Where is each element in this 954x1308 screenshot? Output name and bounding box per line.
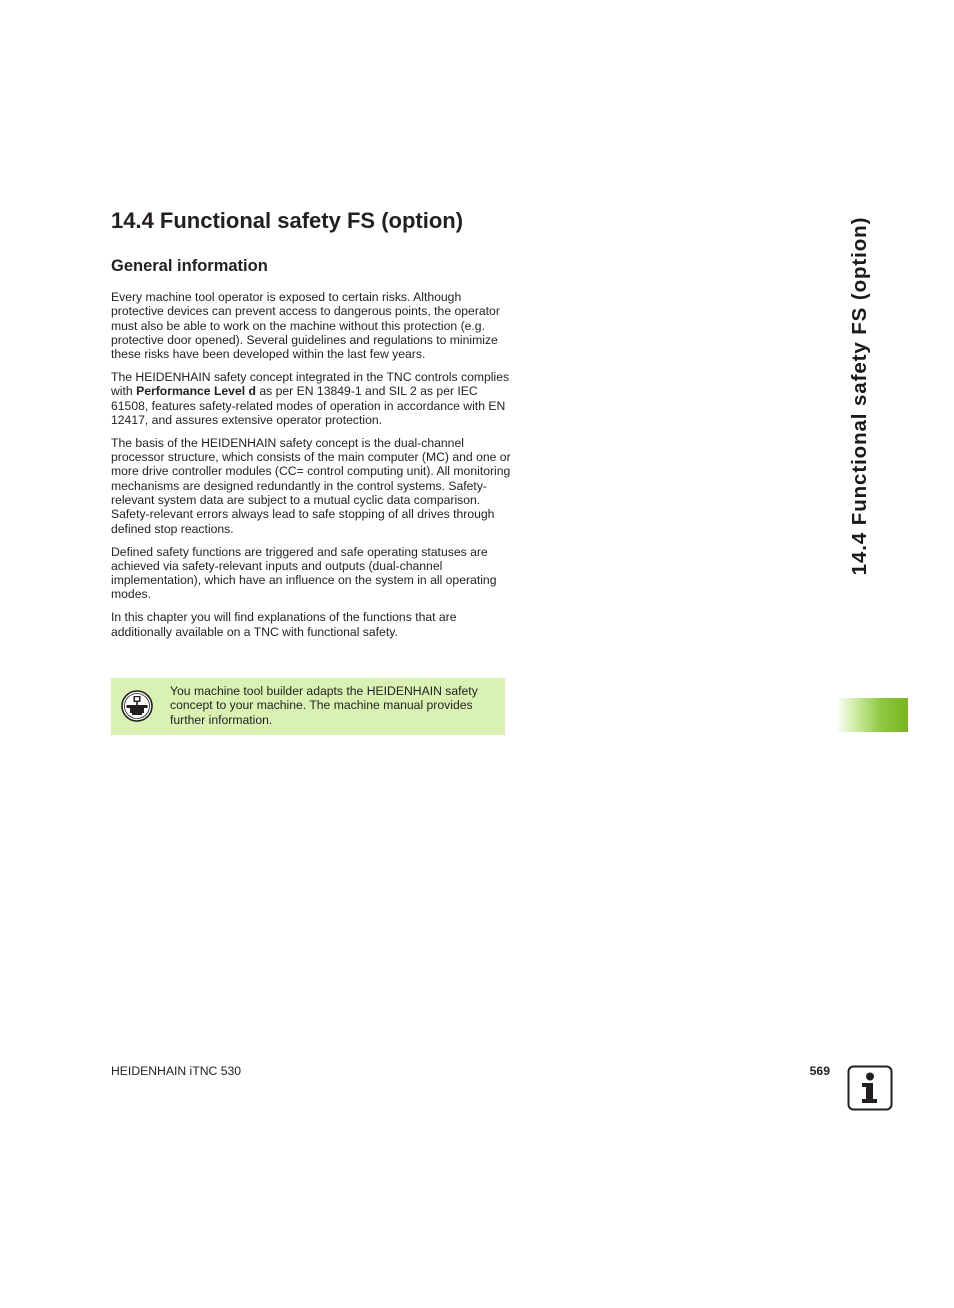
paragraph-dual-channel: The basis of the HEIDENHAIN safety concept is the dual-channel processor structure, which consists of the main computer (MC) and one or more drive controller modules (CC= control computing unit). All monitoring mechanisms are designed redundantly in the control systems. Safety-relevant system data are subject to a mutual cyclic data comparison. Safety-relevant errors always lead to safe stopping of all drives through defined stop reactions. [111, 435, 511, 536]
paragraph-safety-concept [111, 370, 511, 427]
machine-note-text: You machine tool builder adapts the HEIDENHAIN safety concept to your machine. The machine manual provides further information. [170, 684, 478, 727]
chapter-tab-marker [836, 698, 908, 732]
performance-level-emphasis: Performance Level d [136, 384, 256, 399]
side-chapter-title: 14.4 Functional safety FS (option) [848, 216, 871, 576]
page-title: 14.4 Functional safety FS (option) [111, 208, 464, 233]
paragraph-risks: Every machine tool operator is exposed to certain risks. Although protective devices can prevent access to dangerous points, the operator must also be able to work on the machine without this protection (e.g. protective door opened). Several guidelines and regulations to minimize these risks have been developed within the last few years. [111, 290, 500, 362]
side-title-container [840, 210, 880, 582]
paragraph-safety-concept-start: The HEIDENHAIN safety concept integrated in the TNC controls complies with [111, 370, 510, 399]
paragraph-safety-concept-end: as per EN 13849-1 and SIL 2 as per IEC 61508, features safety-related modes of operation in accordance with EN 12417, and assures extensive operator protection. [111, 384, 506, 427]
paragraph-safety-functions: Defined safety functions are triggered and safe operating statuses are achieved via safety-relevant inputs and outputs (dual-channel implementation), which have an influence on the system in all operating modes. [111, 544, 497, 602]
info-icon [847, 1065, 893, 1111]
footer-product-name: HEIDENHAIN iTNC 530 [111, 1064, 242, 1078]
section-heading: General information [111, 257, 268, 275]
body-text [111, 290, 511, 648]
machine-note-box [111, 678, 505, 735]
machine-manual-icon [121, 690, 153, 722]
page-number: 569 [809, 1064, 830, 1078]
paragraph-chapter-intro: In this chapter you will find explanations of the functions that are additionally available on a TNC with functional safety. [111, 610, 457, 639]
